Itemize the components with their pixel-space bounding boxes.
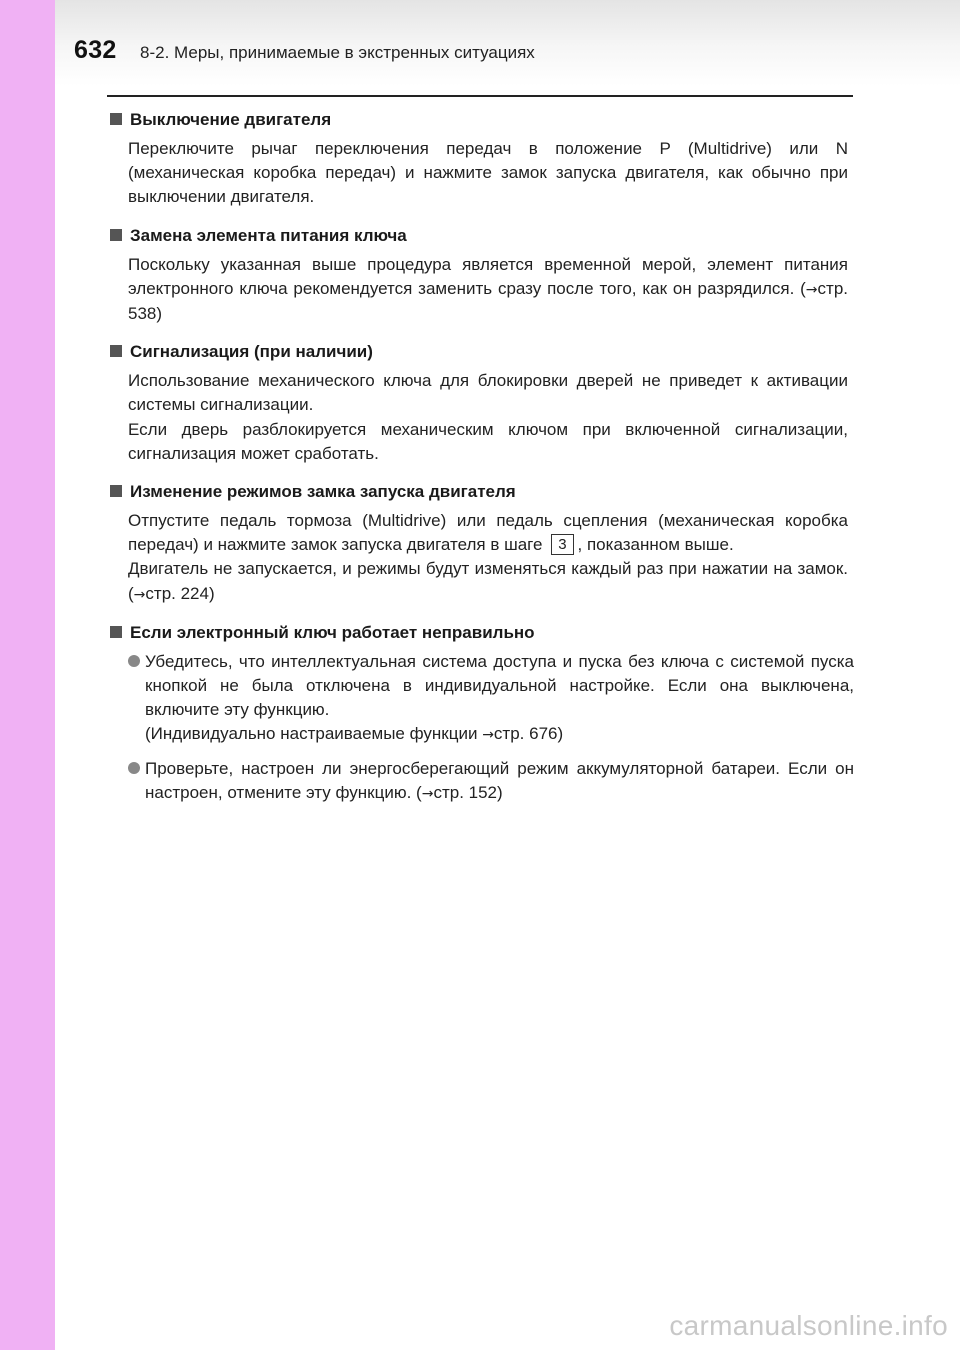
section-title: Изменение режимов замка запуска двигателя xyxy=(130,482,516,502)
list-item-text xyxy=(145,757,854,806)
paragraph xyxy=(128,509,848,557)
watermark: carmanualsonline.info xyxy=(669,1310,948,1341)
paragraph: Если дверь разблокируется механическим ключом при включенной сигнализации, сигнализация может сработать. xyxy=(128,419,848,463)
section-title: Сигнализация (при наличии) xyxy=(130,342,373,362)
header-divider xyxy=(107,95,853,97)
circle-bullet-icon xyxy=(128,655,140,667)
square-bullet-icon xyxy=(110,345,122,357)
section-heading xyxy=(107,105,853,135)
side-color-strip xyxy=(0,0,55,1350)
section-heading xyxy=(107,337,853,367)
arrow-right-icon: → xyxy=(805,281,818,298)
section-title: Замена элемента питания ключа xyxy=(130,225,407,245)
paragraph-text: Отпустите педаль тормоза (Multidrive) или педаль сцепления (механическая коробка передач) и нажмите замок запуска двигателя в шаге xyxy=(128,511,848,555)
paragraph: Переключите рычаг переключения передач в положение P (Multidrive) или N (механическая коробка передач) и нажмите замок запуска двигателя, как обычно при выключении двигателя. xyxy=(128,139,848,207)
paragraph-text: Поскольку указанная выше процедура является временной мерой, элемент питания электронного ключа рекомендуется заменить сразу после того, как он разрядился. ( xyxy=(128,254,848,298)
arrow-right-icon: → xyxy=(133,586,146,603)
section-key-battery xyxy=(107,221,853,327)
square-bullet-icon xyxy=(110,229,122,241)
square-bullet-icon xyxy=(110,626,122,638)
page-number: 632 xyxy=(74,36,117,64)
paragraph xyxy=(128,557,848,606)
paragraph-text: Двигатель не запускается, и режимы будут изменяться каждый раз при нажатии на замок. ( xyxy=(128,559,848,603)
page-reference[interactable]: стр. 676) xyxy=(493,724,564,744)
page-reference[interactable]: стр. 152) xyxy=(433,782,503,802)
section-smart-key-malfunction xyxy=(107,618,853,806)
paragraph-text: , показанном выше. xyxy=(577,535,734,555)
section-alarm xyxy=(107,337,853,466)
list-item xyxy=(128,757,854,806)
square-bullet-icon xyxy=(110,113,122,125)
circle-bullet-icon xyxy=(128,762,140,774)
paragraph-text: (Индивидуально настраиваемые функции xyxy=(145,724,483,744)
section-heading xyxy=(107,477,853,507)
list-item-note xyxy=(145,722,854,747)
square-bullet-icon xyxy=(110,485,122,497)
list-item-text: Убедитесь, что интеллектуальная система доступа и пуска без ключа с системой пуска кнопкой не была отключена в индивидуальной настройке. Если она выключена, включите эту функцию. xyxy=(145,651,854,720)
step-number-box: 3 xyxy=(551,534,573,555)
section-heading xyxy=(107,221,853,251)
chapter-title: 8-2. Меры, принимаемые в экстренных ситуациях xyxy=(140,43,535,62)
paragraph: Использование механического ключа для блокировки дверей не приведет к активации системы сигнализации. xyxy=(128,371,848,415)
page-reference[interactable]: стр. 224) xyxy=(145,583,215,603)
list-item xyxy=(128,650,854,748)
section-title: Если электронный ключ работает неправильно xyxy=(130,622,535,642)
paragraph xyxy=(128,253,848,327)
arrow-right-icon: → xyxy=(482,727,494,744)
section-heading xyxy=(107,618,853,648)
arrow-right-icon: → xyxy=(421,785,434,802)
page-reference[interactable]: стр. 538) xyxy=(128,278,848,324)
section-ignition-modes xyxy=(107,477,853,607)
section-title: Выключение двигателя xyxy=(130,110,332,129)
paragraph-text: Проверьте, настроен ли энергосберегающий режим аккумуляторной батареи. Если он настроен, отмените эту функцию. ( xyxy=(145,758,854,802)
page-content xyxy=(107,105,853,817)
section-engine-off xyxy=(107,105,853,210)
